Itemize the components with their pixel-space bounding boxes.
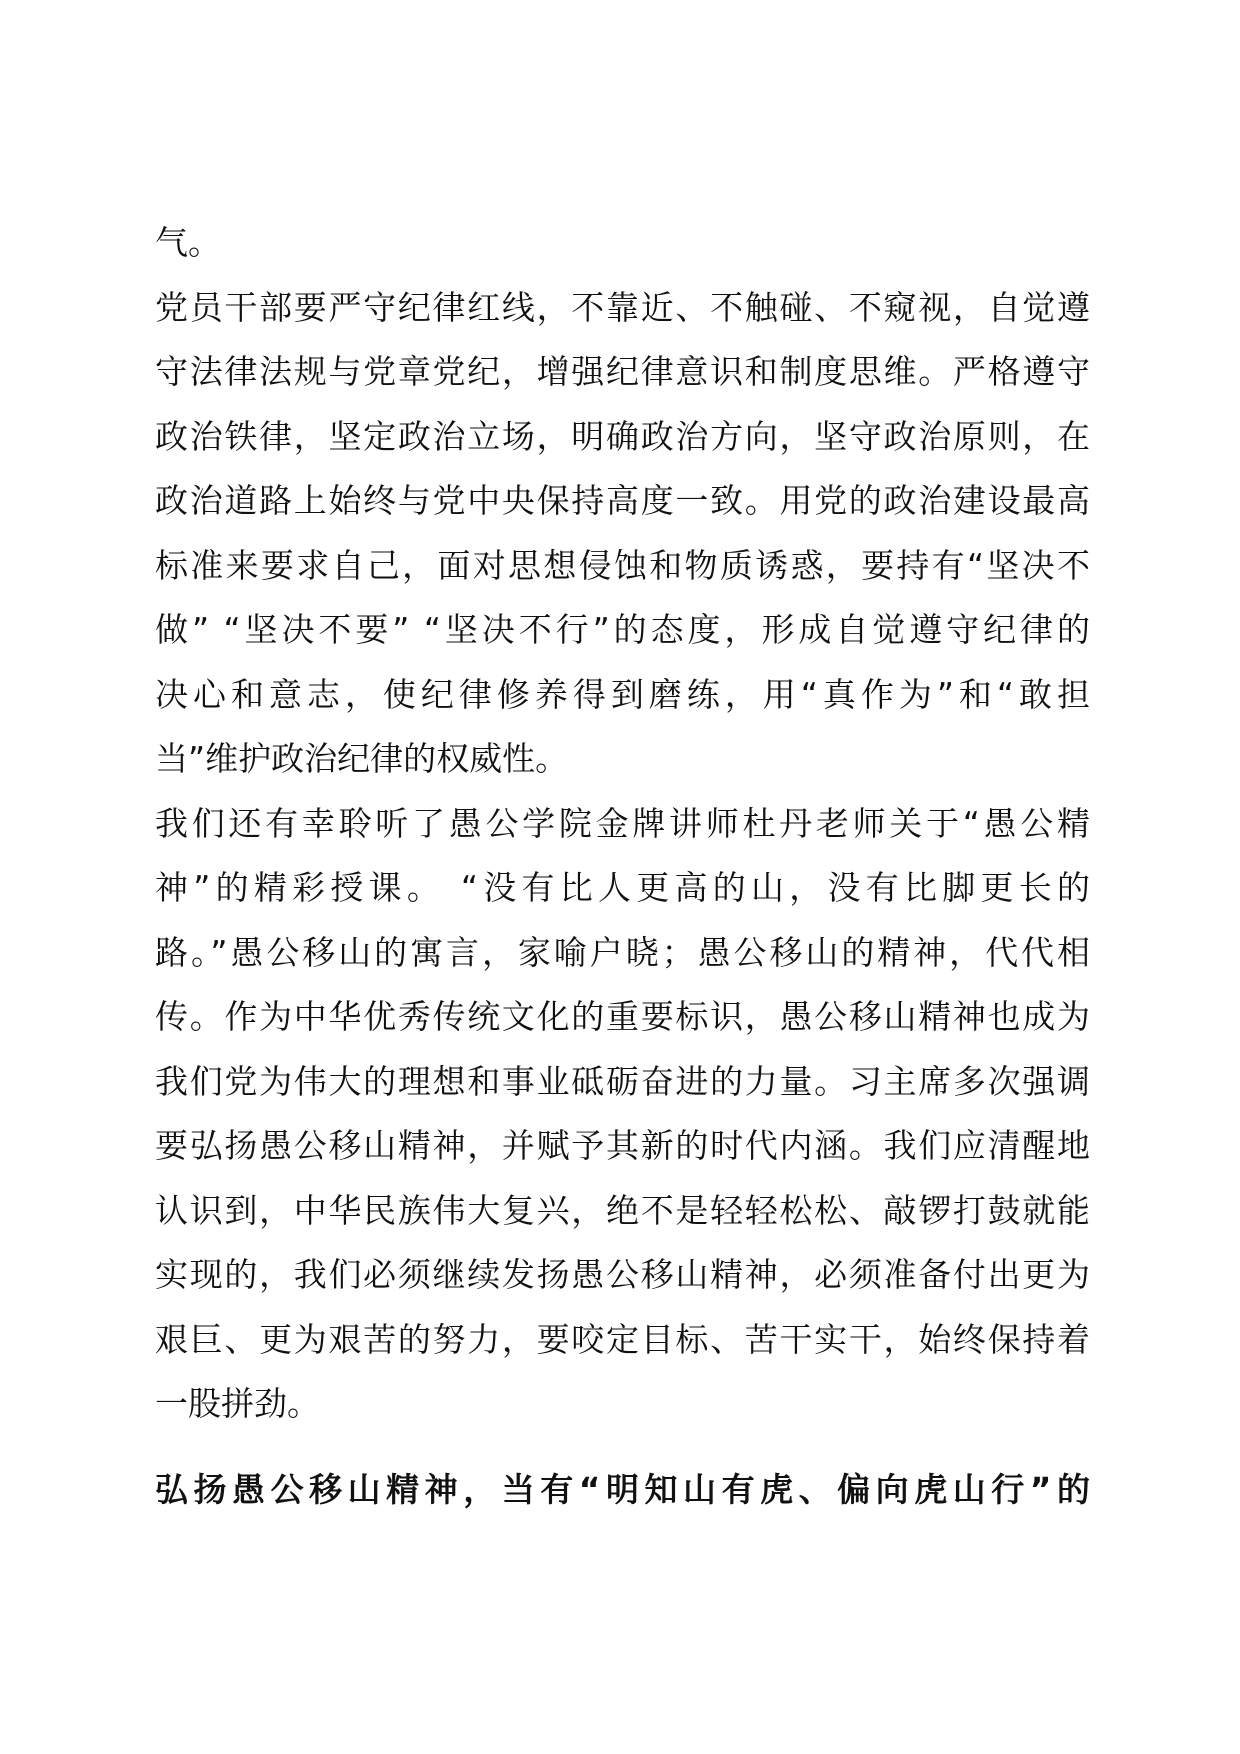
text-line-8: 决心和意志，使纪律修养得到磨练，用“真作为”和“敢担 <box>155 675 1090 714</box>
text-line-20-heading: 弘扬愚公移山精神，当有“明知山有虎、偏向虎山行”的 <box>155 1470 1090 1509</box>
text-line-11: 神”的精彩授课。 “没有比人更高的山，没有比脚更长的 <box>155 868 1090 907</box>
text-line-5: 政治道路上始终与党中央保持高度一致。用党的政治建设最高 <box>155 481 1090 520</box>
text-line-6: 标准来要求自己，面对思想侵蚀和物质诱惑，要持有“坚决不 <box>155 546 1090 585</box>
text-line-2: 党员干部要严守纪律红线，不靠近、不触碰、不窥视，自觉遵 <box>155 288 1090 327</box>
text-line-18: 艰巨、更为艰苦的努力，要咬定目标、苦干实干，始终保持着 <box>155 1320 1090 1359</box>
text-line-3: 守法律法规与党章党纪，增强纪律意识和制度思维。严格遵守 <box>155 352 1090 391</box>
text-line-17: 实现的，我们必须继续发扬愚公移山精神，必须准备付出更为 <box>155 1255 1090 1294</box>
text-line-1: 气。 <box>155 223 221 262</box>
text-line-7: 做” “坚决不要” “坚决不行”的态度，形成自觉遵守纪律的 <box>155 610 1090 649</box>
text-line-12: 路。”愚公移山的寓言，家喻户晓；愚公移山的精神，代代相 <box>155 933 1090 972</box>
text-line-10: 我们还有幸聆听了愚公学院金牌讲师杜丹老师关于“愚公精 <box>155 804 1090 843</box>
text-line-19: 一股拼劲。 <box>155 1384 320 1423</box>
text-line-9: 当”维护政治纪律的权威性。 <box>155 739 569 778</box>
text-line-13: 传。作为中华优秀传统文化的重要标识，愚公移山精神也成为 <box>155 997 1090 1036</box>
text-line-16: 认识到，中华民族伟大复兴，绝不是轻轻松松、敲锣打鼓就能 <box>155 1191 1090 1230</box>
text-line-14: 我们党为伟大的理想和事业砥砺奋进的力量。习主席多次强调 <box>155 1062 1090 1101</box>
text-line-4: 政治铁律，坚定政治立场，明确政治方向，坚守政治原则，在 <box>155 417 1090 456</box>
text-line-15: 要弘扬愚公移山精神，并赋予其新的时代内涵。我们应清醒地 <box>155 1126 1090 1165</box>
